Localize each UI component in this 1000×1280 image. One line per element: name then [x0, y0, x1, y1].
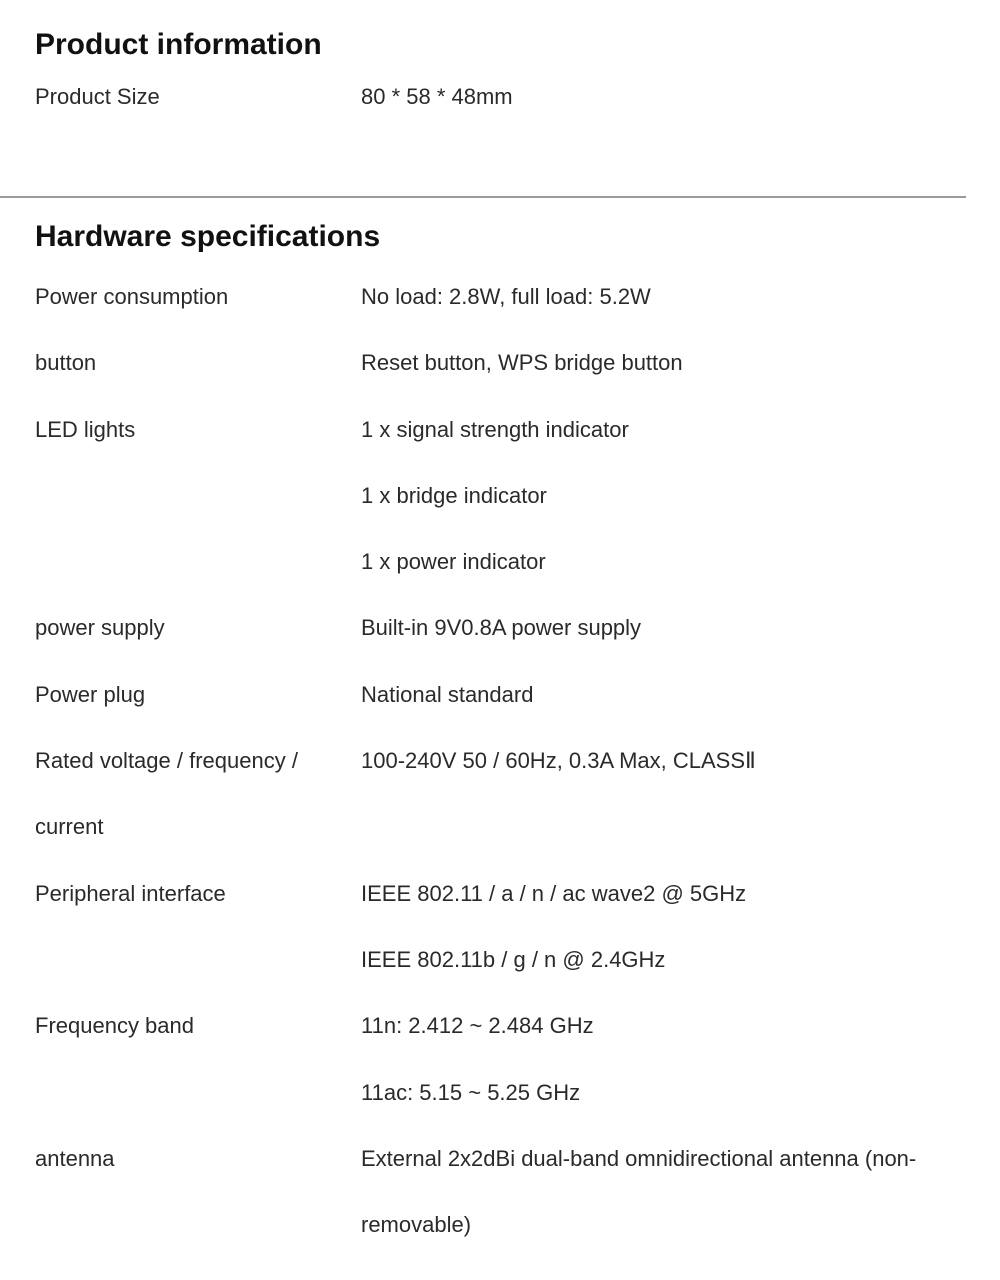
spec-label-line: Power consumption — [35, 284, 229, 309]
spec-label — [35, 264, 361, 330]
spec-value-line: 100-240V 50 / 60Hz, 0.3A Max, CLASSⅡ — [361, 748, 756, 774]
spec-label — [35, 330, 361, 396]
spec-label — [35, 1126, 361, 1192]
spec-value — [361, 861, 965, 994]
spec-value-line: IEEE 802.11 / a / n / ac wave2 @ 5GHz — [361, 880, 747, 906]
spec-value-line: 11n: 2.412 ~ 2.484 GHz — [361, 1013, 594, 1039]
spec-value-line: 1 x power indicator — [361, 549, 546, 575]
spec-value-line: 80 * 58 * 48mm — [361, 84, 513, 109]
spec-row-power-plug — [35, 662, 965, 728]
spec-row-button — [35, 330, 965, 396]
spec-value — [361, 1126, 965, 1259]
spec-label-line: current — [35, 814, 104, 840]
spec-value — [361, 397, 965, 596]
spec-value-line: IEEE 802.11b / g / n @ 2.4GHz — [361, 946, 666, 972]
spec-row-rated-voltage — [35, 728, 965, 861]
spec-label — [35, 993, 361, 1059]
spec-label-line: Rated voltage / frequency / — [35, 748, 298, 774]
spec-row-product-size — [35, 64, 965, 130]
spec-value — [361, 64, 965, 130]
spec-row-power-consumption — [35, 264, 965, 330]
hardware-specifications-heading: Hardware specifications — [35, 220, 381, 253]
spec-label — [35, 595, 361, 661]
spec-label: Product Size — [35, 84, 160, 109]
spec-row-led-lights — [35, 397, 965, 596]
spec-value — [361, 595, 965, 661]
spec-value-line: External 2x2dBi dual-band omnidirectional antenna (non- — [361, 1145, 917, 1171]
spec-value — [361, 662, 965, 728]
spec-value-line: 1 x signal strength indicator — [361, 416, 629, 442]
spec-label-line: Power plug — [35, 681, 146, 707]
spec-label — [35, 728, 361, 861]
spec-label — [35, 397, 361, 463]
spec-label — [35, 662, 361, 728]
spec-value-line: 1 x bridge indicator — [361, 482, 547, 508]
spec-label-line: Frequency band — [35, 1013, 194, 1039]
spec-label-line: Peripheral interface — [35, 880, 226, 906]
spec-value — [361, 264, 965, 330]
product-information-table — [35, 64, 965, 130]
spec-label-line: button — [35, 350, 97, 376]
spec-label — [35, 861, 361, 927]
spec-value-line: 11ac: 5.15 ~ 5.25 GHz — [361, 1079, 581, 1105]
spec-value-line: removable) — [361, 1212, 472, 1238]
spec-value — [361, 330, 965, 396]
spec-label-line: LED lights — [35, 416, 136, 442]
spec-value — [361, 993, 965, 1126]
spec-label-line: power supply — [35, 615, 165, 641]
spec-value-line: No load: 2.8W, full load: 5.2W — [361, 284, 651, 309]
product-information-heading: Product information — [35, 28, 322, 61]
spec-value-line: National standard — [361, 681, 534, 707]
spec-value-line: Built-in 9V0.8A power supply — [361, 615, 642, 641]
spec-value — [361, 728, 965, 794]
spec-row-antenna — [35, 1126, 965, 1259]
spec-row-frequency-band — [35, 993, 965, 1126]
spec-value-line: Reset button, WPS bridge button — [361, 350, 683, 376]
spec-row-power-supply — [35, 595, 965, 661]
section-divider — [0, 196, 966, 198]
hardware-specifications-table — [35, 264, 965, 1258]
spec-row-peripheral-interface — [35, 861, 965, 994]
spec-label-line: antenna — [35, 1145, 115, 1171]
